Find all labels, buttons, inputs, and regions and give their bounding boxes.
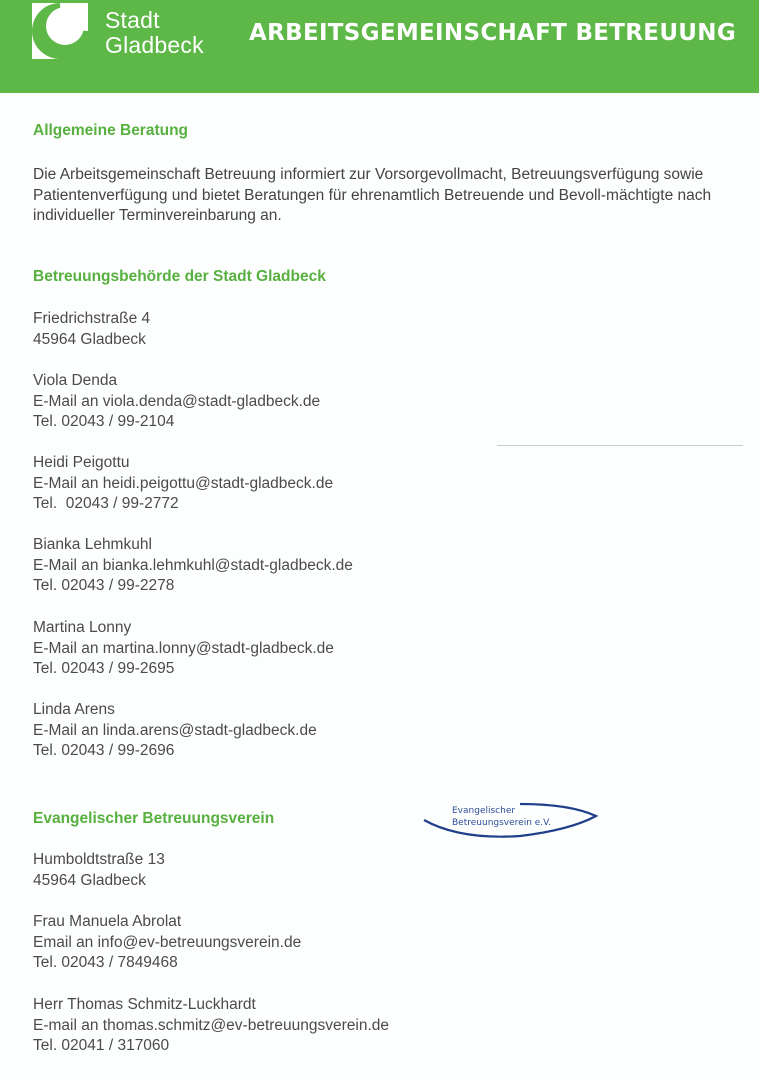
verein-address (33, 850, 165, 891)
logo-wordmark (105, 8, 204, 58)
ev-betreuungsverein-logo (420, 800, 600, 840)
contact-email[interactable]: E-Mail an viola.denda@stadt-gladbeck.de (33, 392, 321, 410)
contact-name: Martina Lonny (33, 619, 132, 636)
address-city: 45964 Gladbeck (33, 330, 146, 348)
contact-phone: Tel. 02043 / 7849468 (33, 954, 178, 972)
ev-logo-line-2: Betreuungsverein e.V. (452, 818, 552, 828)
contact-phone: Tel. 02043 / 99-2104 (33, 413, 175, 431)
address-street: Friedrichstraße 4 (33, 310, 151, 327)
page-title: ARBEITSGEMEINSCHAFT BETREUUNG (249, 20, 736, 46)
contact-card (33, 535, 353, 597)
contact-phone: Tel. 02043 / 99-2695 (33, 660, 175, 678)
contact-name: Herr Thomas Schmitz-Luckhardt (33, 996, 256, 1013)
header-bar (0, 0, 759, 93)
heading-betreuungsbehoerde: Betreuungsbehörde der Stadt Gladbeck (33, 268, 326, 285)
contact-phone: Tel. 02043 / 99-2278 (33, 577, 175, 595)
ev-logo-line-1: Evangelischer (452, 806, 516, 816)
divider-line (497, 445, 743, 446)
heading-allgemeine-beratung: Allgemeine Beratung (33, 122, 189, 139)
contact-email[interactable]: Email an info@ev-betreuungsverein.de (33, 933, 302, 951)
contact-email[interactable]: E-mail an thomas.schmitz@ev-betreuungsverein.de (33, 1016, 390, 1034)
contact-email[interactable]: E-Mail an bianka.lehmkuhl@stadt-gladbeck.de (33, 556, 353, 574)
heading-evangelischer-betreuungsverein: Evangelischer Betreuungsverein (33, 810, 275, 827)
contact-email[interactable]: E-Mail an martina.lonny@stadt-gladbeck.de (33, 639, 334, 657)
contact-card (33, 453, 333, 515)
address-city: 45964 Gladbeck (33, 871, 146, 889)
contact-name: Linda Arens (33, 701, 115, 718)
contact-email[interactable]: E-Mail an linda.arens@stadt-gladbeck.de (33, 721, 317, 739)
contact-name: Frau Manuela Abrolat (33, 913, 182, 930)
contact-card (33, 618, 334, 680)
contact-phone: Tel. 02043 / 99-2772 (33, 495, 179, 513)
contact-card (33, 912, 301, 974)
contact-name: Heidi Peigottu (33, 454, 130, 471)
behoerde-address (33, 309, 150, 350)
contact-card (33, 700, 317, 762)
contact-email[interactable]: E-Mail an heidi.peigottu@stadt-gladbeck.de (33, 474, 334, 492)
contact-name: Viola Denda (33, 372, 118, 389)
contact-phone: Tel. 02043 / 99-2696 (33, 742, 175, 760)
logo-line-2: Gladbeck (105, 32, 204, 58)
contact-card (33, 995, 389, 1057)
address-street: Humboldtstraße 13 (33, 851, 165, 868)
contact-card (33, 371, 320, 433)
contact-name: Bianka Lehmkuhl (33, 536, 152, 553)
logo-line-1: Stadt (105, 7, 160, 33)
contact-phone: Tel. 02041 / 317060 (33, 1037, 170, 1055)
stadt-gladbeck-logo-icon (32, 3, 88, 59)
intro-paragraph: Die Arbeitsgemeinschaft Betreuung informiert zur Vorsorgevollmacht, Betreuungsverfügung sowie Patientenverfügung und bietet Beratungen für ehrenamtlich Betreuende und Bevoll-mächtigte nach individueller Terminvereinbarung an. (33, 166, 712, 224)
